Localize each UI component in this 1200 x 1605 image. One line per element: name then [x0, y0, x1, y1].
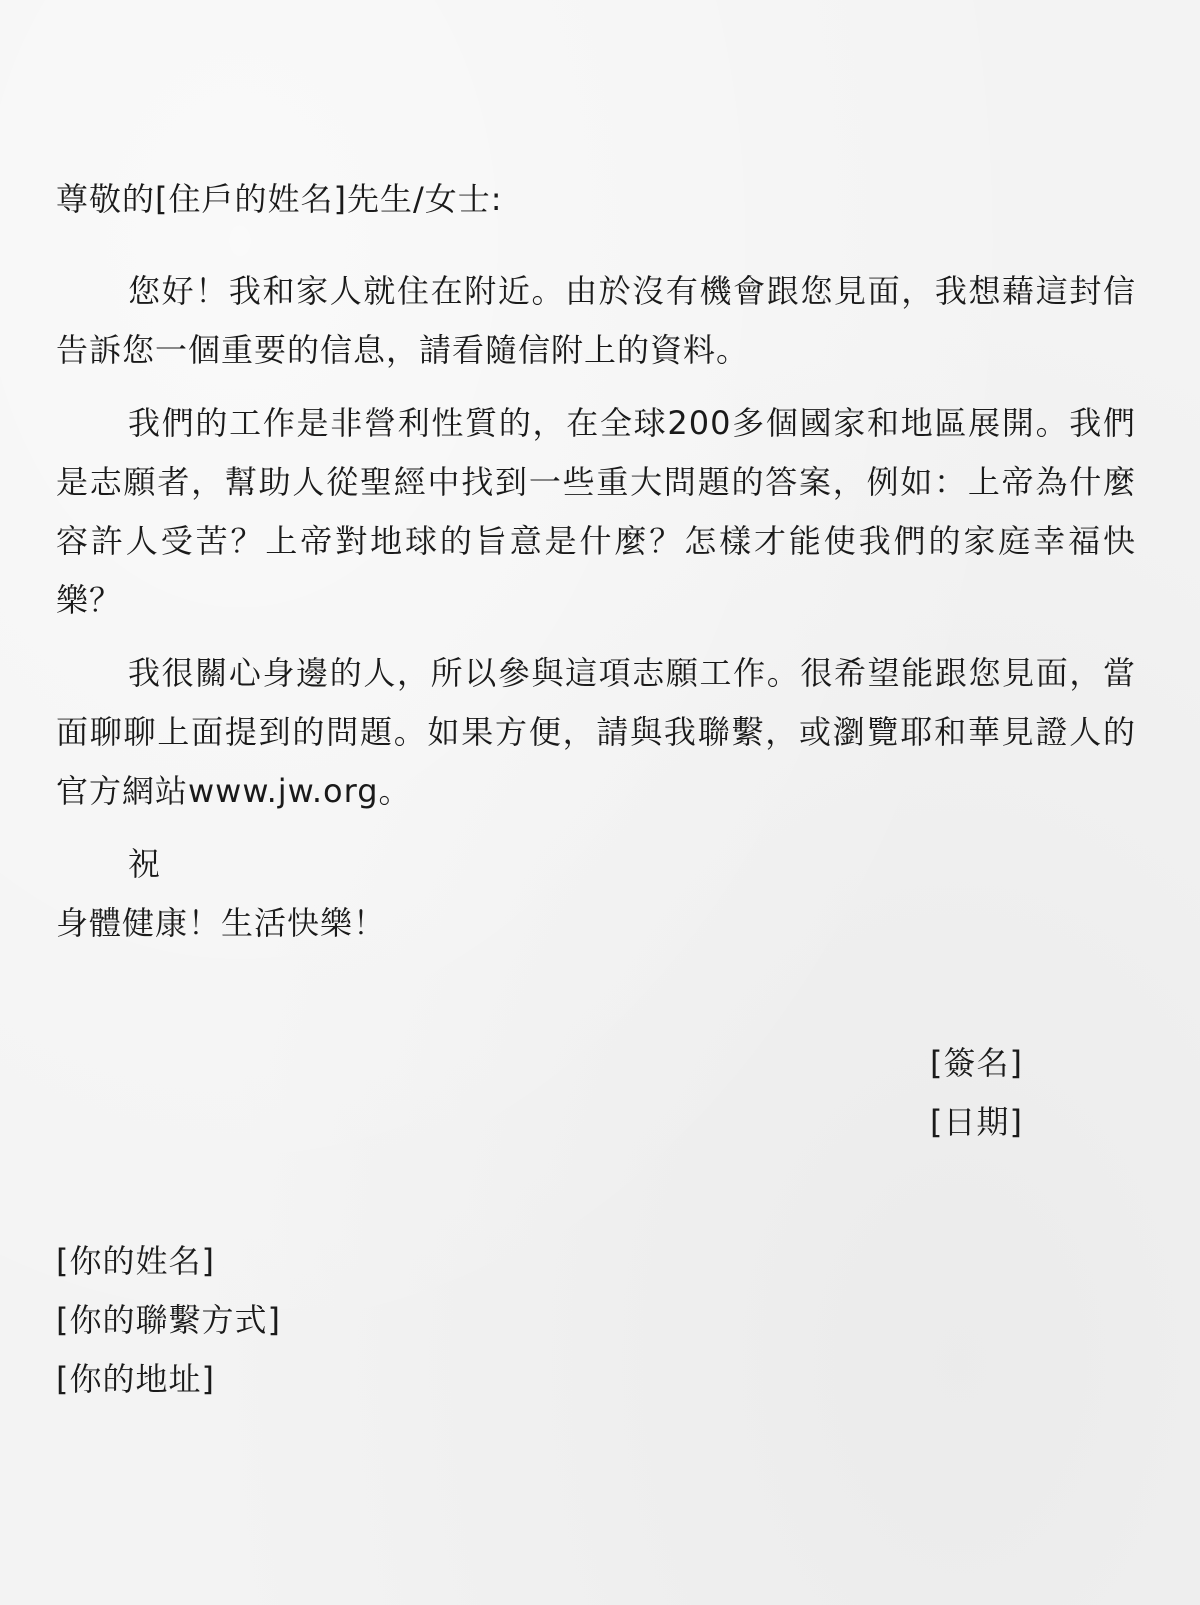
signature-placeholder: [簽名] — [930, 1044, 1023, 1082]
sender-contact-placeholder: [你的聯繫方式] — [56, 1301, 281, 1339]
paragraph-invitation: 我很關心身邊的人，所以參與這項志願工作。很希望能跟您見面，當面聊聊上面提到的問題。如果方便，請與我聯繫，或瀏覽耶和華見證人的官方網站www.jw.org。 — [56, 654, 1136, 810]
letter-body — [56, 170, 1136, 953]
paragraph-work-description: 我們的工作是非營利性質的，在全球200多個國家和地區展開。我們是志願者，幫助人從聖經中找到一些重大問題的答案，例如：上帝為什麼容許人受苦？上帝對地球的旨意是什麼？怎樣才能使我們的家庭幸福快樂？ — [56, 404, 1136, 619]
sender-address-placeholder: [你的地址] — [56, 1360, 215, 1398]
wish-line: 祝 — [128, 845, 162, 883]
sender-name-placeholder: [你的姓名] — [56, 1242, 215, 1280]
paragraph-greeting: 您好！我和家人就住在附近。由於沒有機會跟您見面，我想藉這封信告訴您一個重要的信息，請看隨信附上的資料。 — [56, 272, 1136, 369]
sender-block — [56, 1232, 281, 1409]
signature-block — [930, 1034, 1023, 1152]
salutation: 尊敬的[住戶的姓名]先生/女士: — [56, 180, 503, 218]
date-placeholder: [日期] — [930, 1103, 1023, 1141]
closing-line: 身體健康！生活快樂！ — [56, 904, 387, 942]
